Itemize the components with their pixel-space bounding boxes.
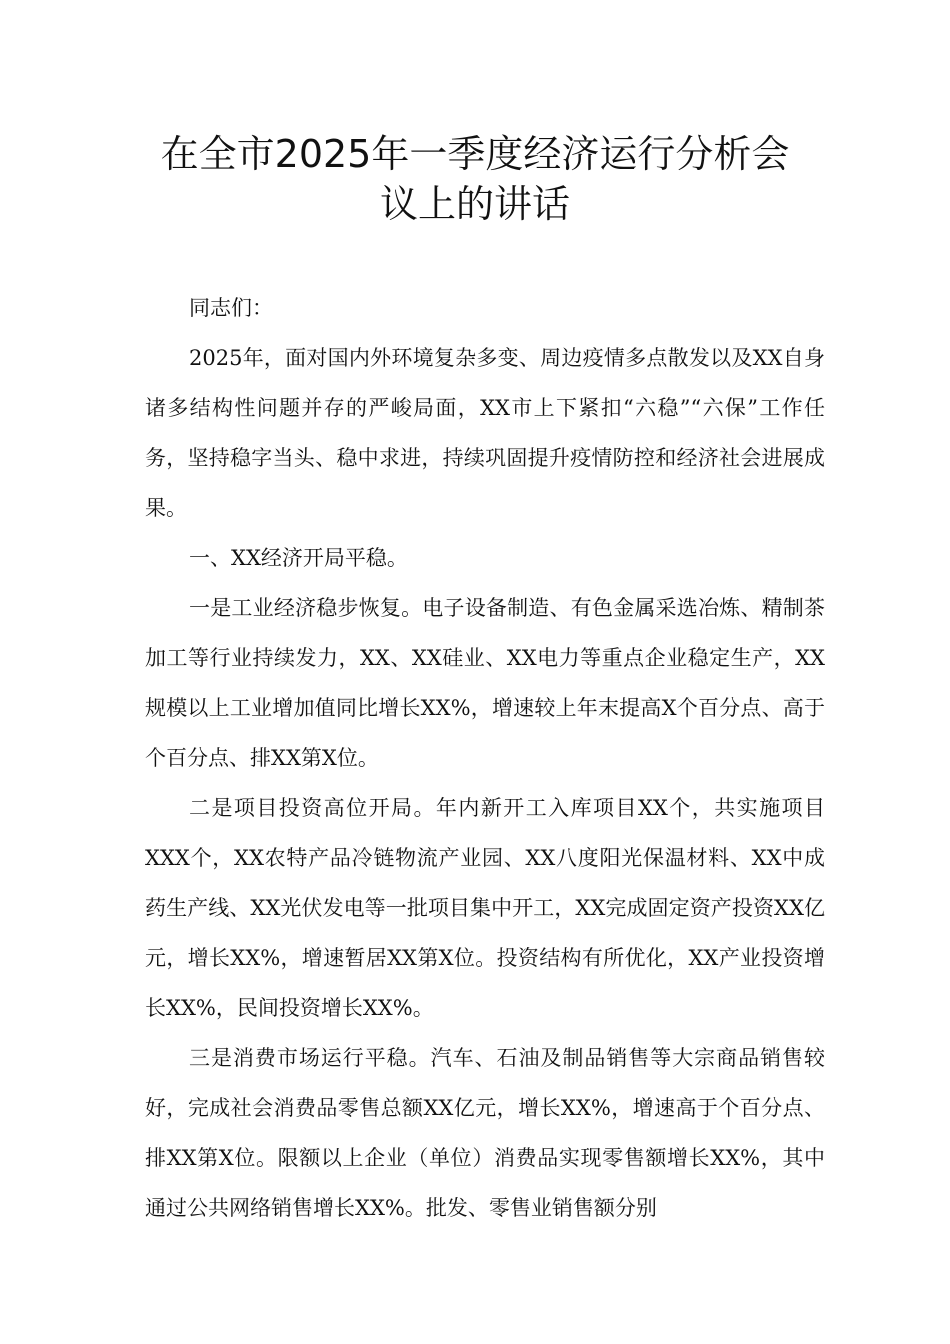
paragraph-consumption: 三是消费市场运行平稳。汽车、石油及制品销售等大宗商品销售较好，完成社会消费品零售总额XX亿元，增长XX%，增速高于个百分点、排XX第X位。限额以上企业（单位）消费品实现零售额增长XX%，其中通过公共网络销售增长XX%。批发、零售业销售额分别: [145, 1046, 825, 1220]
document-title-line-1: 在全市2025年一季度经济运行分析会: [160, 132, 790, 176]
salutation: 同志们：: [189, 296, 273, 320]
paragraph-intro: 2025年，面对国内外环境复杂多变、周边疫情多点散发以及XX自身诸多结构性问题并存的严峻局面，XX市上下紧扣“六稳”“六保”工作任务，坚持稳字当头、稳中求进，持续巩固提升疫情防控和经济社会进展成果。: [145, 346, 825, 520]
paragraph-investment: 二是项目投资高位开局。年内新开工入库项目XX个，共实施项目XXX个，XX农特产品冷链物流产业园、XX八度阳光保温材料、XX中成药生产线、XX光伏发电等一批项目集中开工，XX完成固定资产投资XX亿元，增长XX%，增速暂居XX第X位。投资结构有所优化，XX产业投资增长XX%，民间投资增长XX%。: [145, 796, 825, 1020]
section-heading-1: 一、XX经济开局平稳。: [189, 546, 408, 570]
paragraph-industry: 一是工业经济稳步恢复。电子设备制造、有色金属采选冶炼、精制茶加工等行业持续发力，XX、XX硅业、XX电力等重点企业稳定生产，XX规模以上工业增加值同比增长XX%，增速较上年末提高X个百分点、高于个百分点、排XX第X位。: [145, 596, 825, 770]
document-title-line-2: 议上的讲话: [379, 182, 570, 226]
